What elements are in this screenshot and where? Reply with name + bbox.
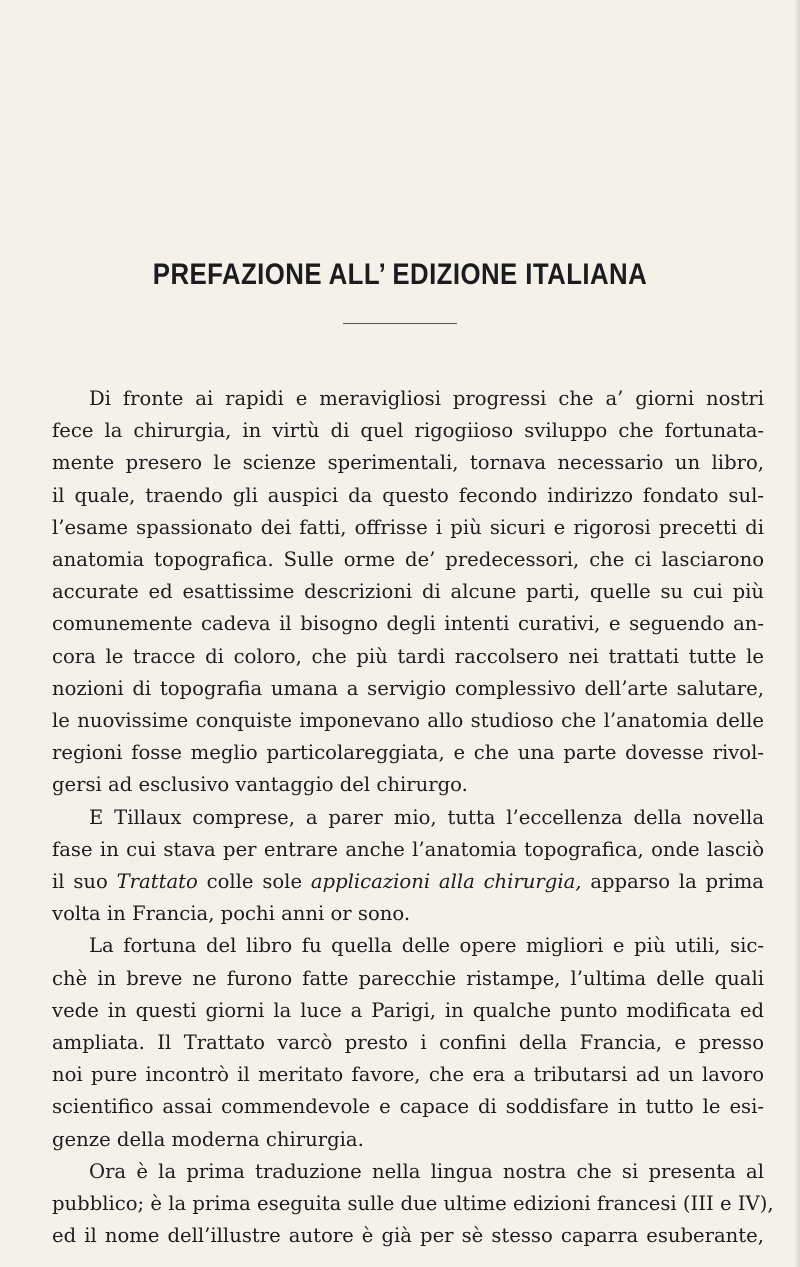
title-divider — [343, 323, 457, 324]
text-line: noi pure incontrò il meritato favore, che era a tributarsi ad un lavoro — [52, 1063, 764, 1087]
text-line: fase in cui stava per entrare anche l’anatomia topografica, onde lasciò — [52, 837, 764, 861]
text-line: comunemente cadeva il bisogno degli intenti curativi, e seguendo an- — [52, 612, 764, 636]
text-fragment: il suo — [52, 870, 117, 894]
text-line: l’esame spassionato dei fatti, offrisse i più sicuri e rigorosi precetti di — [52, 515, 764, 539]
text-line-with-italics — [52, 866, 764, 898]
text-line: mente presero le scienze sperimentali, tornava necessario un libro, — [52, 451, 764, 475]
text-fragment: apparso la prima — [581, 870, 764, 894]
text-line: chè in breve ne furono fatte parecchie ristampe, l’ultima delle quali — [52, 966, 764, 990]
text-line: nozioni di topografia umana a servigio complessivo dell’arte salutare, — [52, 676, 764, 700]
text-line: ampliata. Il Trattato varcò presto i confini della Francia, e presso — [52, 1031, 764, 1055]
preface-body — [52, 383, 774, 1252]
italic-title-applicazioni: applicazioni alla chirurgia, — [310, 870, 582, 894]
paragraph-3 — [52, 930, 764, 1155]
paragraph-2 — [52, 802, 764, 931]
text-line: Ora è la prima traduzione nella lingua nostra che si presenta al — [89, 1159, 764, 1183]
text-line: pubblico; è la prima eseguita sulle due ultime edizioni francesi (III e IV), — [52, 1192, 774, 1216]
text-line: E Tillaux comprese, a parer mio, tutta l’eccellenza della novella — [89, 805, 764, 829]
page-title: PREFAZIONE ALL’ EDIZIONE ITALIANA — [152, 258, 648, 291]
text-line: Di fronte ai rapidi e meravigliosi progressi che a’ giorni nostri — [89, 387, 764, 410]
text-line: fece la chirurgia, in virtù di quel rigogiioso sviluppo che fortunata- — [52, 419, 764, 443]
page-edge-shadow — [794, 0, 800, 1267]
text-fragment: colle sole — [197, 870, 311, 894]
text-line: regioni fosse meglio particolareggiata, e che una parte dovesse rivol- — [52, 741, 764, 765]
text-line: vede in questi giorni la luce a Parigi, in qualche punto modificata ed — [52, 998, 764, 1022]
text-line: il quale, traendo gli auspici da questo fecondo indirizzo fondato sul- — [52, 483, 764, 507]
paragraph-4 — [52, 1156, 774, 1253]
text-line: accurate ed esattissime descrizioni di alcune parti, quelle su cui più — [52, 580, 764, 604]
text-line: volta in Francia, pochi anni or sono. — [52, 902, 411, 926]
paragraph-1 — [52, 383, 764, 802]
text-line: le nuovissime conquiste imponevano allo studioso che l’anatomia delle — [52, 709, 764, 733]
text-line: cora le tracce di coloro, che più tardi raccolsero nei trattati tutte le — [52, 644, 764, 668]
text-line: La fortuna del libro fu quella delle opere migliori e più utili, sic- — [89, 934, 764, 958]
text-line: scientifico assai commendevole e capace di soddisfare in tutto le esi- — [52, 1095, 764, 1119]
italic-title-trattato: Trattato — [116, 870, 198, 894]
text-line: genze della moderna chirurgia. — [52, 1127, 364, 1151]
text-line: ed il nome dell’illustre autore è già per sè stesso caparra esuberante, — [52, 1224, 764, 1248]
text-line: anatomia topografica. Sulle orme de’ predecessori, che ci lasciarono — [52, 548, 764, 572]
text-line: gersi ad esclusivo vantaggio del chirurgo. — [52, 773, 468, 797]
